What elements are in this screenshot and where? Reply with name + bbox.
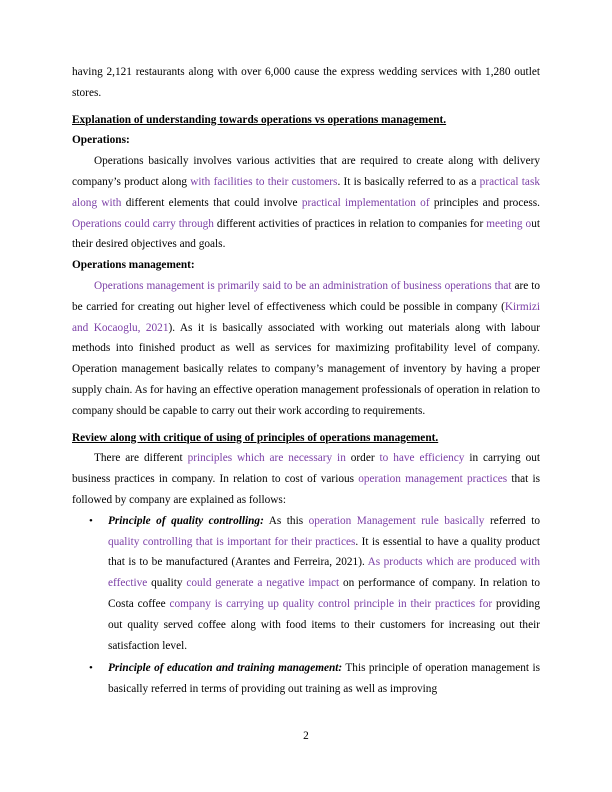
paragraph-intro: [72, 62, 540, 104]
heading-operations: Operations:: [72, 134, 130, 147]
heading-ops-vs-management: Explanation of understanding towards operations vs operations management.: [72, 113, 447, 126]
list-item-quality-control: • Principle of quality controlling: As this operation Management rule basically referred to quality controlling that is important for their practices. It is essential to have a quality product that is to be manufactured (Arantes and Ferreira, 2021). As products which are produced with effective quality could generate a negative impact on performance of company. In relation to Costa coffee company is carrying up quality control principle in their practices for providing out quality served coffee along with food items to their customers for increasing out their satisfaction level.: [72, 511, 540, 657]
list-item-education-training: • Principle of education and training management: This principle of operation management is basically referred in terms of providing out training as well as improving: [72, 658, 540, 700]
list-item-title: Principle of education and training management:: [108, 662, 343, 675]
heading-review-critique: Review along with critique of using of principles of operations management.: [72, 431, 439, 444]
paragraph-operations-management: Operations management is primarily said to be an administration of business operations that are to be carried for creating out higher level of effectiveness which could be possible in company (Kirmizi and Kocaoglu, 2021). As it is basically associated with working out materials along with labour methods into finished product as well as services for maximizing profitability level of company. Operation management basically relates to company’s management of inventory by having a proper supply chain. As for having an effective operation management professionals of operation in relation to company should be capable to carry out their work according to requirements.: [72, 279, 540, 417]
bullet-icon: •: [89, 662, 93, 675]
text-run: having 2,121 restaurants along with over 6,000 cause the express wedding services with 1,280 outlet stores.: [72, 66, 540, 99]
bullet-icon: •: [89, 514, 93, 527]
heading-operations-management: Operations management:: [72, 259, 195, 272]
list-item-title: Principle of quality controlling:: [108, 514, 264, 527]
citation: Arantes and Ferreira, 2021: [235, 556, 359, 569]
citation: Kirmizi and Kocaoglu, 2021: [72, 300, 540, 334]
paragraph-principles-intro: There are different principles which are necessary in order to have efficiency in carrying out business practices in company. In relation to cost of various operation management practices that is followed by company are explained as follows:: [72, 452, 541, 506]
paragraph-operations: Operations basically involves various activities that are required to create along with delivery company’s product along with facilities to their customers. It is basically referred to as a practical task along with different elements that could involve practical implementation of principles and process. Operations could carry through different activities of practices in relation to companies for meeting out their desired objectives and goals.: [72, 155, 540, 251]
page-number: 2: [303, 730, 309, 742]
principles-list: [72, 511, 540, 700]
document-body: [72, 62, 540, 700]
